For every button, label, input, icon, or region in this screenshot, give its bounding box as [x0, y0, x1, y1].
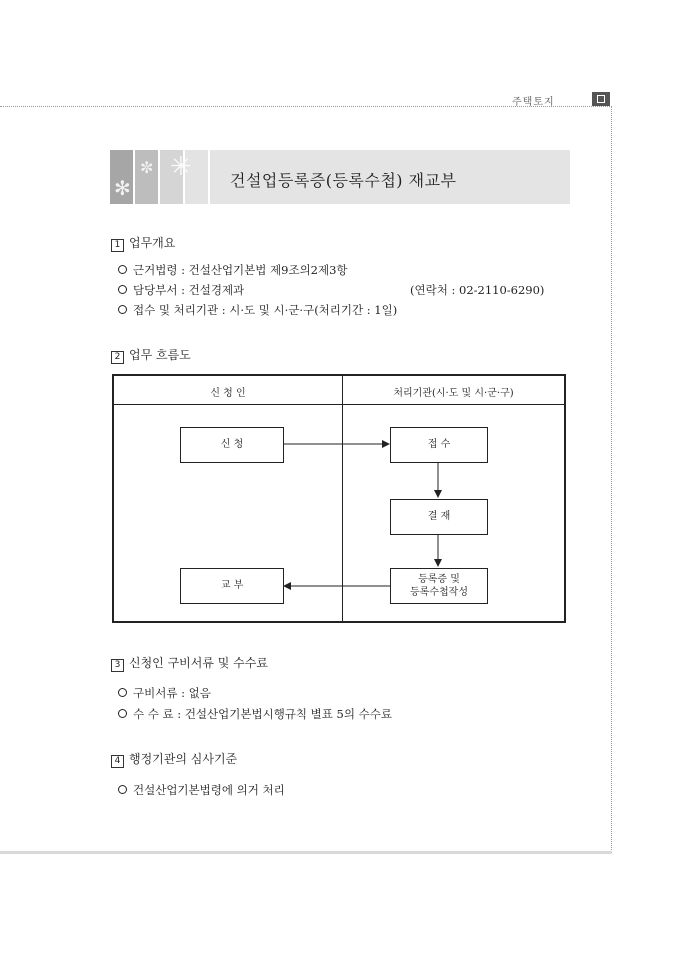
- section-title: 행정기관의 심사기준: [129, 752, 238, 766]
- fee-text: 수 수 료 : 건설산업기본법시행규칙 별표 5의 수수료: [133, 707, 392, 721]
- processing-text: 접수 및 처리기관 : 시·도 및 시·군·구(처리기간 : 1일): [133, 303, 398, 317]
- page-frame-right: [611, 106, 612, 854]
- flow-box-issue: [390, 568, 488, 604]
- flow-box-issue-line2: 등록수첩작성: [410, 587, 468, 598]
- department-line: [118, 282, 244, 298]
- section-3-heading: [111, 654, 268, 672]
- section-title: 신청인 구비서류 및 수수료: [129, 656, 268, 670]
- section-1-heading: [111, 234, 175, 252]
- section-title: 업무개요: [129, 236, 176, 250]
- column-applicant-header: 신 청 인: [210, 388, 246, 399]
- title-banner: [110, 150, 570, 204]
- section-2-heading: [111, 346, 191, 364]
- contact-text: (연락처 : 02-2110-6290): [410, 283, 545, 297]
- column-agency-header: 처리기관(시·도 및 시·군·구): [393, 388, 514, 399]
- bullet-icon: [118, 305, 127, 314]
- section-label: 주택토지: [512, 97, 555, 108]
- basis-text: 근거법령 : 건설산업기본법 제9조의2제3항: [133, 263, 348, 277]
- flow-box-apply: 신 청: [180, 427, 284, 463]
- fee-line: [118, 706, 392, 722]
- documents-line: [118, 685, 211, 701]
- section-number: 1: [111, 239, 124, 252]
- department-text: 담당부서 : 건설경제과: [133, 283, 245, 297]
- section-marker-icon: [592, 92, 610, 106]
- section-title: 업무 흐름도: [129, 348, 191, 362]
- section-number: 2: [111, 351, 124, 364]
- flow-box-approve: 결 재: [390, 499, 488, 535]
- flow-box-deliver: 교 부: [180, 568, 284, 604]
- processing-line: [118, 302, 397, 318]
- basis-line: [118, 262, 348, 278]
- criteria-line: [118, 782, 285, 798]
- flower-icon: ✻: [114, 176, 131, 200]
- criteria-text: 건설산업기본법령에 의거 처리: [133, 783, 285, 797]
- flow-chart: [112, 374, 566, 623]
- section-4-heading: [111, 750, 237, 768]
- flow-box-issue-line1: 등록증 및: [418, 573, 460, 585]
- bullet-icon: [118, 265, 127, 274]
- page-frame-bottom: [0, 851, 612, 854]
- bullet-icon: [118, 785, 127, 794]
- flower-icon: ✳: [170, 152, 192, 182]
- flower-icon: ✼: [140, 158, 154, 177]
- page-title: 건설업등록증(등록수첩) 재교부: [230, 171, 457, 190]
- flow-box-receive: 접 수: [390, 427, 488, 463]
- bullet-icon: [118, 709, 127, 718]
- bullet-icon: [118, 688, 127, 697]
- section-number: 4: [111, 755, 124, 768]
- section-number: 3: [111, 659, 124, 672]
- documents-text: 구비서류 : 없음: [133, 686, 211, 700]
- bullet-icon: [118, 285, 127, 294]
